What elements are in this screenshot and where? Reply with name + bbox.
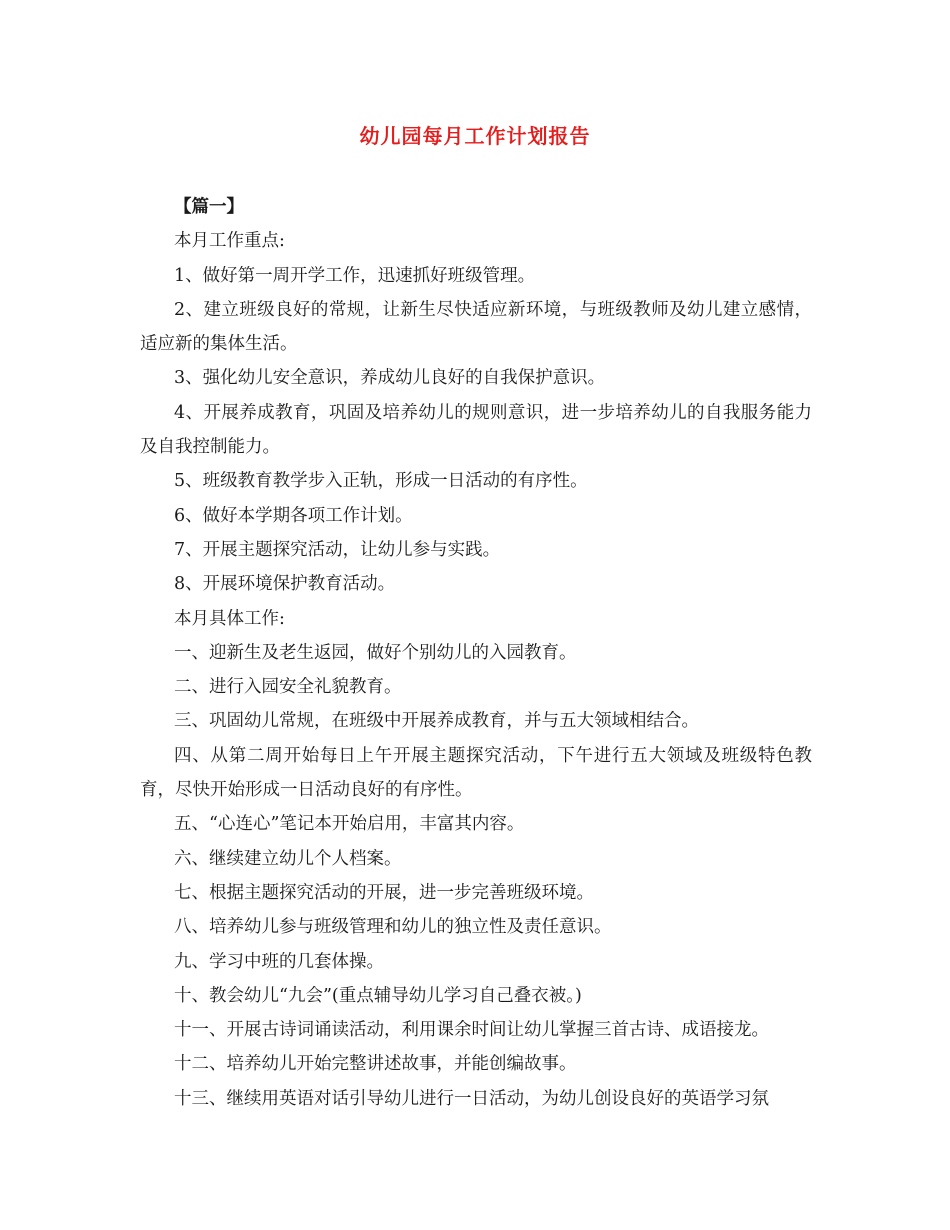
paragraph: 五、“心连心”笔记本开始启用，丰富其内容。 bbox=[174, 814, 525, 835]
document-title: 幼儿园每月工作计划报告 bbox=[359, 124, 591, 148]
paragraph: 6、做好本学期各项工作计划。 bbox=[174, 505, 413, 526]
paragraph: 3、强化幼儿安全意识，养成幼儿良好的自我保护意识。 bbox=[174, 368, 606, 389]
paragraph: 一、迎新生及老生返园，做好个别幼儿的入园教育。 bbox=[174, 642, 577, 663]
paragraph: 7、开展主题探究活动，让幼儿参与实践。 bbox=[174, 539, 501, 560]
paragraph: 七、根据主题探究活动的开展，进一步完善班级环境。 bbox=[174, 882, 594, 903]
paragraph: 十、教会幼儿“九会”(重点辅导幼儿学习自己叠衣被。) bbox=[174, 985, 582, 1006]
paragraph: 十三、继续用英语对话引导幼儿进行一日活动，为幼儿创设良好的英语学习氛 bbox=[174, 1088, 769, 1109]
document-body bbox=[140, 190, 812, 1116]
paragraph: 四、从第二周开始每日上午开展主题探究活动，下午进行五大领域及班级特色教育，尽快开始形成一日活动良好的有序性。 bbox=[140, 745, 812, 801]
paragraph: 三、巩固幼儿常规，在班级中开展养成教育，并与五大领域相结合。 bbox=[174, 711, 699, 732]
paragraph: 2、建立班级良好的常规，让新生尽快适应新环境，与班级教师及幼儿建立感情，适应新的集体生活。 bbox=[140, 299, 812, 355]
paragraph: 本月工作重点: bbox=[174, 231, 285, 252]
paragraph: 十二、培养幼儿开始完整讲述故事，并能创编故事。 bbox=[174, 1054, 577, 1075]
paragraph: 六、继续建立幼儿个人档案。 bbox=[174, 848, 402, 869]
paragraph: 八、培养幼儿参与班级管理和幼儿的独立性及责任意识。 bbox=[174, 917, 612, 938]
paragraph: 二、进行入园安全礼貌教育。 bbox=[174, 677, 402, 698]
section-heading: 【篇一】 bbox=[174, 197, 244, 217]
paragraph: 1、做好第一周开学工作，迅速抓好班级管理。 bbox=[174, 265, 536, 286]
paragraph: 本月具体工作: bbox=[174, 608, 285, 629]
paragraph: 5、班级教育教学步入正轨，形成一日活动的有序性。 bbox=[174, 471, 588, 492]
paragraph: 4、开展养成教育，巩固及培养幼儿的规则意识，进一步培养幼儿的自我服务能力及自我控制能力。 bbox=[140, 402, 812, 458]
paragraph: 8、开展环境保护教育活动。 bbox=[174, 574, 396, 595]
paragraph: 九、学习中班的几套体操。 bbox=[174, 951, 384, 972]
paragraph: 十一、开展古诗词诵读活动，利用课余时间让幼儿掌握三首古诗、成语接龙。 bbox=[174, 1020, 769, 1041]
